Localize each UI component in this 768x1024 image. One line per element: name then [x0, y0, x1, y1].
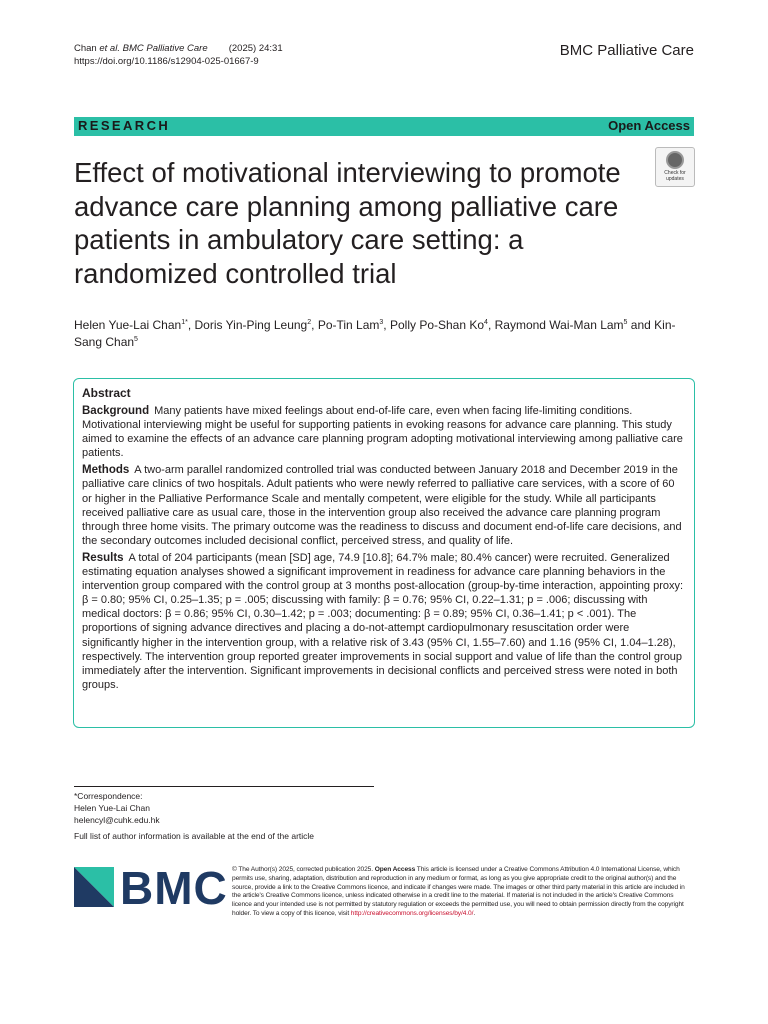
- author-separator: ,: [187, 318, 195, 332]
- licence-body: This article is licensed under a Creative Commons Attribution 4.0 International License, which permits use, sharing, adaptation, distribution and reproduction in any medium or format, as long as you give appropriate credit to the original author(s) and the source, provide a link to the Creative Commons licence, and indicate if changes were made. The images or other third party material in this article are included in the article's Creative Commons licence, unless indicated otherwise in a credit line to the material. If material is not included in the article's Creative Commons licence and your intended use is not permitted by statutory regulation or exceeds the permitted use, you will need to obtain permission directly from the copyright holder. To view a copy of this licence, visit: [232, 866, 685, 917]
- abstract-box: [73, 378, 695, 728]
- section-text: Many patients have mixed feelings about end-of-life care, even when facing life-limiting conditions. Motivational interviewing might be useful for supporting patients in evoking reasons for advance care planning. This study aimed to examine the effects of an advance care planning program adopting motivational interviewing among palliative care patients.: [82, 405, 683, 460]
- abstract-background: [82, 404, 685, 460]
- research-band: [74, 117, 694, 136]
- section-label: Background: [82, 405, 150, 417]
- licence-text: [232, 866, 694, 919]
- citation-authors: Chan: [74, 43, 97, 54]
- author-affiliation: 5: [623, 319, 628, 326]
- author-separator: ,: [383, 318, 390, 332]
- correspondence-block: [74, 790, 160, 826]
- licence-open-access: Open Access: [374, 866, 416, 873]
- author-separator: ,: [311, 318, 318, 332]
- section-text: A total of 204 participants (mean [SD] age, 74.9 [10.8]; 64.7% male; 80.4% cancer) were recruited. Generalized estimating equation analyses showed a significant improvement in readiness for advance care planning behaviors in the intervention group compared with the control group at 3 months post-allocation (group-by-time interaction, appointing proxy: β = 0.80; 95% CI, 0.25–1.35; p = .005; discussing with family: β = 0.76; 95% CI, 0.22–1.31; p = .006; discussing with medical doctors: β = 0.86; 95% CI, 0.30–1.42; p = .003; documenting: β = 0.89; 95% CI, 0.36–1.41; p < .001). The proportions of signing advance directives and placing a do-not-attempt cardiopulmonary resuscitation order were significantly higher in the intervention group, with a relative risk of 3.43 (95% CI, 1.55–7.60) and 1.16 (95% CI, 1.04–1.28), respectively. The intervention group reported greater improvements in social support and value of life than the control group immediately after the intervention. Significant improvements in decisional conflicts and perceived stress were noted in both groups.: [82, 551, 684, 691]
- author-separator: ,: [487, 318, 495, 332]
- section-label: Methods: [82, 464, 130, 477]
- author-list: [74, 317, 694, 350]
- author-name: Helen Yue-Lai Chan: [74, 318, 182, 332]
- author-affiliation: 2: [307, 319, 312, 326]
- author-name: Po-Tin Lam: [317, 318, 380, 332]
- correspondence-name: Helen Yue-Lai Chan: [74, 803, 150, 813]
- author-name: Kin-Sang Chan: [74, 318, 676, 349]
- author-affiliation: 4: [484, 319, 488, 326]
- abstract-results: [82, 551, 685, 692]
- bmc-logo-text: BMC: [120, 862, 228, 914]
- crossmark-label: Check for updates: [664, 170, 686, 182]
- author-name: Raymond Wai-Man Lam: [494, 318, 624, 332]
- licence-link[interactable]: http://creativecommons.org/licenses/by/4.0/: [350, 909, 474, 917]
- check-for-updates-badge[interactable]: [655, 147, 695, 187]
- author-name: Doris Yin-Ping Leung: [194, 318, 308, 332]
- section-text: A two-arm parallel randomized controlled trial was conducted between January 2018 and December 2019 in the palliative care clinics of two hospitals. Adult patients who were newly referred to palliative care services, with a score of 60 or higher in the Palliative Performance Scale and mentally competent, were eligible for the study. While all participants received palliative care as usual care, those in the intervention group also received the advance care planning program through three home visits. The primary outcome was the readiness to discuss and document end-of-life care decisions, and the secondary outcomes included decisional conflict, perceived stress, and quality of life.: [82, 464, 682, 547]
- citation-line: [74, 42, 283, 55]
- author-affiliation: 3: [379, 319, 384, 326]
- author-affiliation: 1*: [181, 319, 188, 326]
- correspondence-email[interactable]: helencyl@cuhk.edu.hk: [74, 815, 160, 825]
- section-label: Results: [82, 551, 124, 564]
- bmc-logo-icon: [74, 867, 114, 907]
- article-type-label: RESEARCH: [78, 118, 171, 133]
- licence-suffix: .: [473, 909, 476, 917]
- crossmark-icon: [666, 151, 684, 169]
- author-name: Polly Po-Shan Ko: [389, 318, 485, 332]
- citation-journal: BMC Palliative Care: [122, 43, 208, 54]
- correspondence-label: *Correspondence:: [74, 791, 143, 801]
- author-info-note: Full list of author information is available at the end of the article: [74, 831, 315, 841]
- abstract-heading: Abstract: [82, 386, 131, 400]
- journal-name: BMC Palliative Care: [559, 42, 694, 59]
- author-affiliation: 5: [134, 335, 138, 343]
- doi-link[interactable]: https://doi.org/10.1186/s12904-025-01667-9: [74, 56, 259, 67]
- licence-prefix: © The Author(s) 2025, corrected publication 2025.: [232, 866, 373, 873]
- author-separator: and: [627, 318, 655, 332]
- abstract-methods: [82, 463, 685, 548]
- open-access-label: Open Access: [608, 118, 690, 133]
- citation-year-volume: (2025) 24:31: [228, 43, 283, 54]
- citation-etal: et al.: [99, 43, 120, 54]
- article-title: Effect of motivational interviewing to promote advance care planning among palliative care patients in ambulatory care setting: a randomized controlled trial: [74, 157, 621, 289]
- citation-block: [74, 42, 283, 68]
- footnote-divider: [74, 786, 374, 787]
